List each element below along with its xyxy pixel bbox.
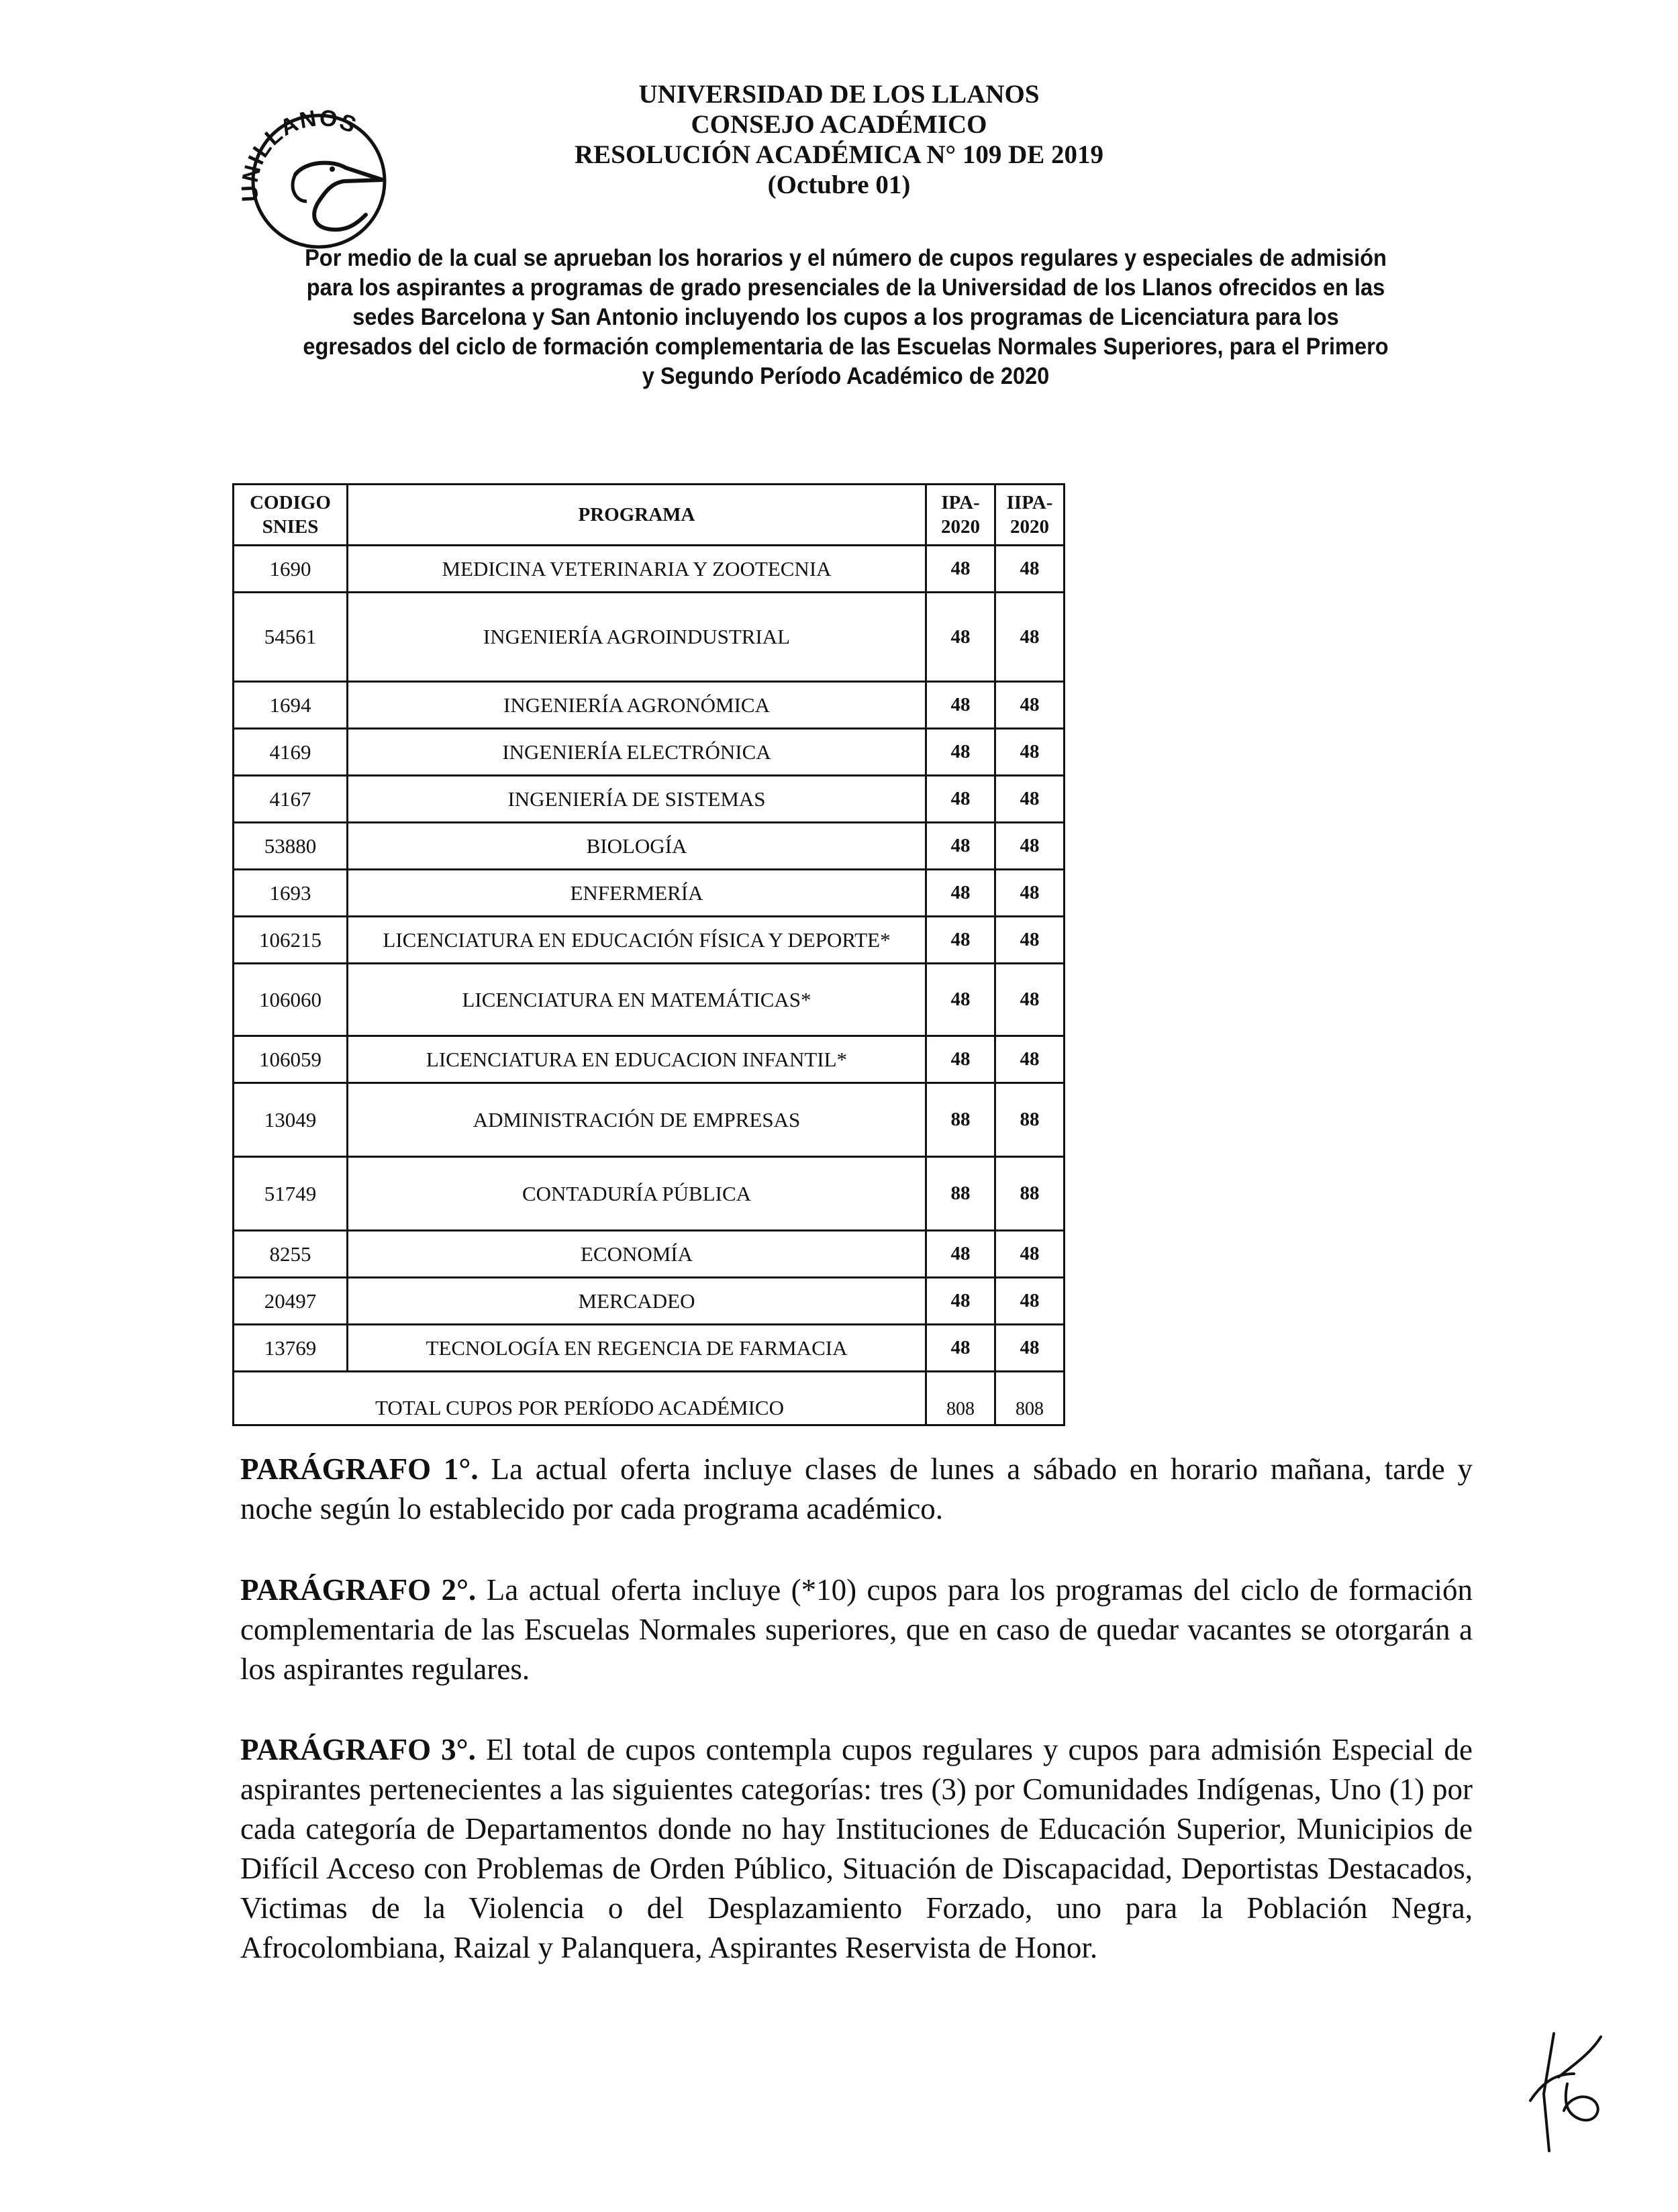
cell-ipa: 48 [926,682,995,729]
cell-program: LICENCIATURA EN MATEMÁTICAS* [348,964,926,1036]
paragraph-label: PARÁGRAFO 2°. [240,1573,477,1607]
council-name: CONSEJO ACADÉMICO [691,110,987,139]
cell-code: 1690 [234,546,348,593]
paragraph-text: El total de cupos contempla cupos regulares y cupos para admisión Especial de aspirantes pertenecientes a las siguientes categorías: tres (3) por Comunidades Indígenas, Uno (1) por cada categoría de Departamentos donde no hay Instituciones de Educación Superior, Municipios de Difícil Acceso con Problemas de Orden Público, Situación de Discapacidad, Deportistas Destacados, Victimas de la Violencia o del Desplazamiento Forzado, uno para la Población Negra, Afrocolombiana, Raizal y Palanquera, Aspirantes Reservista de Honor. [240,1733,1473,1964]
total-label: TOTAL CUPOS POR PERÍODO ACADÉMICO [234,1372,926,1425]
cell-iipa: 48 [995,917,1065,964]
table-row [234,1157,1065,1231]
cell-program: INGENIERÍA AGROINDUSTRIAL [348,593,926,682]
cell-program: BIOLOGÍA [348,823,926,870]
subject-line: y Segundo Período Académico de 2020 [642,363,1050,389]
cell-ipa: 48 [926,1231,995,1278]
cell-ipa: 48 [926,546,995,593]
cell-program: LICENCIATURA EN EDUCACION INFANTIL* [348,1036,926,1083]
cell-ipa: 88 [926,1083,995,1157]
cell-iipa: 48 [995,823,1065,870]
cell-program: INGENIERÍA AGRONÓMICA [348,682,926,729]
cell-program: ADMINISTRACIÓN DE EMPRESAS [348,1083,926,1157]
cell-iipa: 48 [995,682,1065,729]
cell-iipa: 48 [995,870,1065,917]
table-row [234,1325,1065,1372]
cell-ipa: 48 [926,1325,995,1372]
cell-code: 1694 [234,682,348,729]
cell-code: 4167 [234,776,348,823]
table-total-row [234,1372,1065,1425]
cell-iipa: 48 [995,593,1065,682]
cupos-table [232,483,1065,1426]
total-ipa: 808 [926,1372,995,1425]
table-row [234,870,1065,917]
cell-ipa: 48 [926,823,995,870]
cell-iipa: 48 [995,1325,1065,1372]
cell-code: 51749 [234,1157,348,1231]
cell-code: 8255 [234,1231,348,1278]
table-row [234,1278,1065,1325]
resolution-subject [271,244,1420,391]
cell-program: INGENIERÍA DE SISTEMAS [348,776,926,823]
cell-code: 1693 [234,870,348,917]
cell-iipa: 48 [995,1231,1065,1278]
cell-ipa: 48 [926,917,995,964]
cell-iipa: 88 [995,1083,1065,1157]
header-ipa: IPA- 2020 [926,485,995,546]
cell-code: 4169 [234,729,348,776]
table-row [234,1083,1065,1157]
cell-iipa: 88 [995,1157,1065,1231]
resolution-title: RESOLUCIÓN ACADÉMICA N° 109 DE 2019 [574,140,1104,169]
table-row [234,1036,1065,1083]
cell-iipa: 48 [995,546,1065,593]
subject-line: egresados del ciclo de formación complementaria de las Escuelas Normales Superiores, para el Primero [303,334,1389,360]
subject-line: Por medio de la cual se aprueban los horarios y el número de cupos regulares y especiales de admisión [305,245,1387,271]
cell-program: TECNOLOGÍA EN REGENCIA DE FARMACIA [348,1325,926,1372]
cell-iipa: 48 [995,1278,1065,1325]
cell-code: 54561 [234,593,348,682]
paragraph-label: PARÁGRAFO 3°. [240,1733,476,1766]
paragraph-2 [240,1570,1473,1689]
table-row [234,546,1065,593]
table-row [234,1231,1065,1278]
table-row [234,682,1065,729]
cell-code: 13049 [234,1083,348,1157]
cell-program: MEDICINA VETERINARIA Y ZOOTECNIA [348,546,926,593]
cell-ipa: 48 [926,593,995,682]
header-iipa: IIPA- 2020 [995,485,1065,546]
cell-iipa: 48 [995,729,1065,776]
table-row [234,593,1065,682]
cell-program: ECONOMÍA [348,1231,926,1278]
subject-line: sedes Barcelona y San Antonio incluyendo los cupos a los programas de Licenciatura para los [352,304,1339,330]
total-iipa: 808 [995,1372,1065,1425]
cell-iipa: 48 [995,1036,1065,1083]
handwritten-signature [1517,2027,1611,2154]
cell-ipa: 48 [926,964,995,1036]
cell-code: 53880 [234,823,348,870]
paragraph-text: La actual oferta incluye clases de lunes a sábado en horario mañana, tarde y noche según lo establecido por cada programa académico. [240,1452,1473,1525]
table-row [234,964,1065,1036]
document-header [403,79,1275,200]
table-row [234,776,1065,823]
cell-program: LICENCIATURA EN EDUCACIÓN FÍSICA Y DEPORTE* [348,917,926,964]
university-name: UNIVERSIDAD DE LOS LLANOS [638,80,1040,109]
cell-program: INGENIERÍA ELECTRÓNICA [348,729,926,776]
paragraph-text: La actual oferta incluye (*10) cupos para los programas del ciclo de formación complementaria de las Escuelas Normales superiores, que en caso de quedar vacantes se otorgarán a los aspirantes regulares. [240,1573,1473,1686]
table-row [234,917,1065,964]
cell-program: MERCADEO [348,1278,926,1325]
cell-code: 20497 [234,1278,348,1325]
cell-code: 106215 [234,917,348,964]
table-row [234,823,1065,870]
paragraph-1 [240,1450,1473,1529]
cell-ipa: 48 [926,729,995,776]
cell-code: 13769 [234,1325,348,1372]
cell-ipa: 48 [926,776,995,823]
resolution-date: (Octubre 01) [767,170,911,199]
paragraph-3 [240,1730,1473,1968]
cell-ipa: 88 [926,1157,995,1231]
logo-text: UNILLANOS [236,105,361,203]
cell-ipa: 48 [926,1036,995,1083]
cell-iipa: 48 [995,964,1065,1036]
table-row [234,729,1065,776]
cell-program: ENFERMERÍA [348,870,926,917]
cell-ipa: 48 [926,870,995,917]
cell-code: 106059 [234,1036,348,1083]
cell-code: 106060 [234,964,348,1036]
header-program: PROGRAMA [348,485,926,546]
cell-iipa: 48 [995,776,1065,823]
cell-program: CONTADURÍA PÚBLICA [348,1157,926,1231]
cell-ipa: 48 [926,1278,995,1325]
paragraph-label: PARÁGRAFO 1°. [240,1452,479,1486]
table-header-row [234,485,1065,546]
header-code: CODIGO SNIES [234,485,348,546]
subject-line: para los aspirantes a programas de grado presenciales de la Universidad de los Llanos ofrecidos en las [306,274,1385,301]
university-logo [232,101,406,252]
